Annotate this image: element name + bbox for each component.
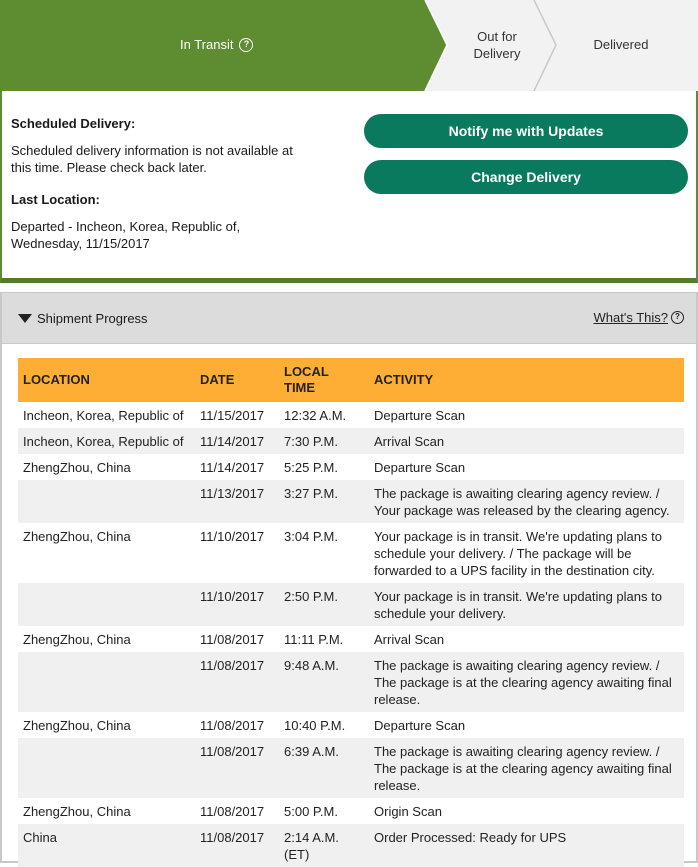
whats-this-link[interactable]: What's This? [593, 310, 668, 325]
table-row [18, 626, 684, 652]
cell-activity: The package is awaiting clearing agency review. / The package is at the clearing agency awaiting final release. [369, 652, 684, 712]
column-header-activity: ACTIVITY [369, 358, 684, 402]
cell-location [18, 480, 195, 523]
cell-time: 3:27 P.M. [279, 480, 369, 523]
table-row [18, 738, 684, 798]
cell-location: Incheon, Korea, Republic of [23, 408, 184, 423]
stage-in-transit [180, 37, 253, 52]
cell-time: 10:40 P.M. [284, 718, 346, 733]
cell-activity: Your package is in transit. We're updating plans to schedule your delivery. / The package will be forwarded to a UPS facility in the destination city. [374, 529, 662, 578]
shipment-progress-title: Shipment Progress [37, 311, 148, 326]
cell-location: China [18, 824, 195, 867]
whats-this-link-wrap[interactable] [594, 310, 685, 325]
cell-date: 11/08/2017 [195, 738, 279, 798]
cell-time: 5:25 P.M. [284, 460, 338, 475]
change-delivery-button[interactable]: Change Delivery [364, 160, 688, 194]
table-body [18, 402, 684, 867]
cell-time: 5:00 P.M. [284, 804, 338, 819]
cell-activity: Arrival Scan [374, 632, 445, 647]
cell-activity: Order Processed: Ready for UPS [369, 824, 684, 867]
table-row [18, 428, 684, 454]
cell-activity: The package is awaiting clearing agency review. / Your package was released by the clearing agency. [369, 480, 684, 523]
cell-time: 3:04 P.M. [284, 529, 338, 544]
last-location-line1: Departed - Incheon, Korea, Republic of, [11, 219, 241, 234]
cell-date: 11/10/2017 [200, 529, 265, 544]
cell-time: 2:14 A.M. (ET) [279, 824, 369, 867]
cell-date: 11/08/2017 [200, 718, 265, 733]
column-header-location: LOCATION [18, 358, 195, 402]
stage-in-transit-label: In Transit [180, 37, 234, 52]
cell-location: ZhengZhou, China [23, 529, 131, 544]
help-icon[interactable]: ? [671, 311, 684, 324]
stage-delivered: Delivered [593, 37, 649, 52]
cell-time: 2:50 P.M. [279, 583, 369, 626]
shipment-progress-table [18, 358, 684, 867]
cell-date: 11/13/2017 [195, 480, 279, 523]
table-row [18, 712, 684, 738]
cell-activity: Your package is in transit. We're updating plans to schedule your delivery. [369, 583, 684, 626]
stage-separator-2 [534, 0, 556, 91]
cell-activity: Departure Scan [374, 718, 466, 733]
help-icon[interactable]: ? [239, 38, 253, 52]
cell-date: 11/08/2017 [195, 652, 279, 712]
shipment-progress-header[interactable] [2, 292, 696, 344]
table-row [18, 824, 684, 867]
last-location-line2: Wednesday, 11/15/2017 [11, 236, 150, 251]
cell-location [18, 652, 195, 712]
cell-activity: Arrival Scan [369, 428, 684, 454]
table-row [18, 523, 684, 583]
cell-date: 11/08/2017 [200, 804, 265, 819]
stage-out-for-delivery [462, 28, 532, 62]
scheduled-delivery-line1: Scheduled delivery information is not available at [11, 143, 293, 158]
cell-date: 11/10/2017 [195, 583, 279, 626]
scheduled-delivery-heading: Scheduled Delivery: [11, 116, 136, 131]
cell-date: 11/14/2017 [200, 460, 265, 475]
cell-location [18, 738, 195, 798]
column-header-date: DATE [195, 358, 279, 402]
table-row [18, 402, 684, 428]
table-header-row [18, 358, 684, 402]
last-location-text [11, 218, 240, 252]
table-row [18, 652, 684, 712]
cell-activity: The package is awaiting clearing agency review. / The package is at the clearing agency awaiting final release. [369, 738, 684, 798]
shipment-progress-toggle[interactable] [18, 311, 148, 326]
collapse-triangle-icon [18, 314, 32, 323]
notify-updates-button[interactable]: Notify me with Updates [364, 114, 688, 148]
last-location-heading: Last Location: [11, 192, 100, 207]
cell-location: ZhengZhou, China [23, 632, 131, 647]
cell-date: 11/08/2017 [195, 824, 279, 867]
scheduled-delivery-text [11, 142, 293, 176]
delivery-summary-panel [0, 91, 698, 283]
column-header-local-time [279, 358, 369, 402]
stage-out-for-delivery-line2: Delivery [473, 46, 521, 61]
scheduled-delivery-line2: this time. Please check back later. [11, 160, 207, 175]
cell-date: 11/08/2017 [200, 632, 265, 647]
cell-location: ZhengZhou, China [23, 460, 131, 475]
stage-out-for-delivery-line1: Out for [477, 29, 517, 44]
column-header-local-time-line2: TIME [284, 380, 316, 395]
table-row [18, 454, 684, 480]
cell-time: 7:30 P.M. [279, 428, 369, 454]
cell-time: 6:39 A.M. [279, 738, 369, 798]
cell-date: 11/14/2017 [195, 428, 279, 454]
cell-activity: Departure Scan [374, 460, 466, 475]
cell-time: 12:32 A.M. [284, 408, 347, 423]
cell-location [18, 583, 195, 626]
cell-location: ZhengZhou, China [23, 804, 131, 819]
cell-location: Incheon, Korea, Republic of [18, 428, 195, 454]
cell-time: 9:48 A.M. [279, 652, 369, 712]
table-row [18, 583, 684, 626]
progress-tracker [0, 0, 698, 91]
cell-activity: Departure Scan [374, 408, 466, 423]
cell-location: ZhengZhou, China [23, 718, 131, 733]
cell-time: 11:11 P.M. [284, 632, 344, 647]
cell-activity: Origin Scan [374, 804, 442, 819]
cell-date: 11/15/2017 [200, 408, 265, 423]
table-row [18, 480, 684, 523]
column-header-local-time-line1: LOCAL [284, 364, 329, 379]
shipment-progress-section [0, 292, 698, 863]
table-row [18, 798, 684, 824]
